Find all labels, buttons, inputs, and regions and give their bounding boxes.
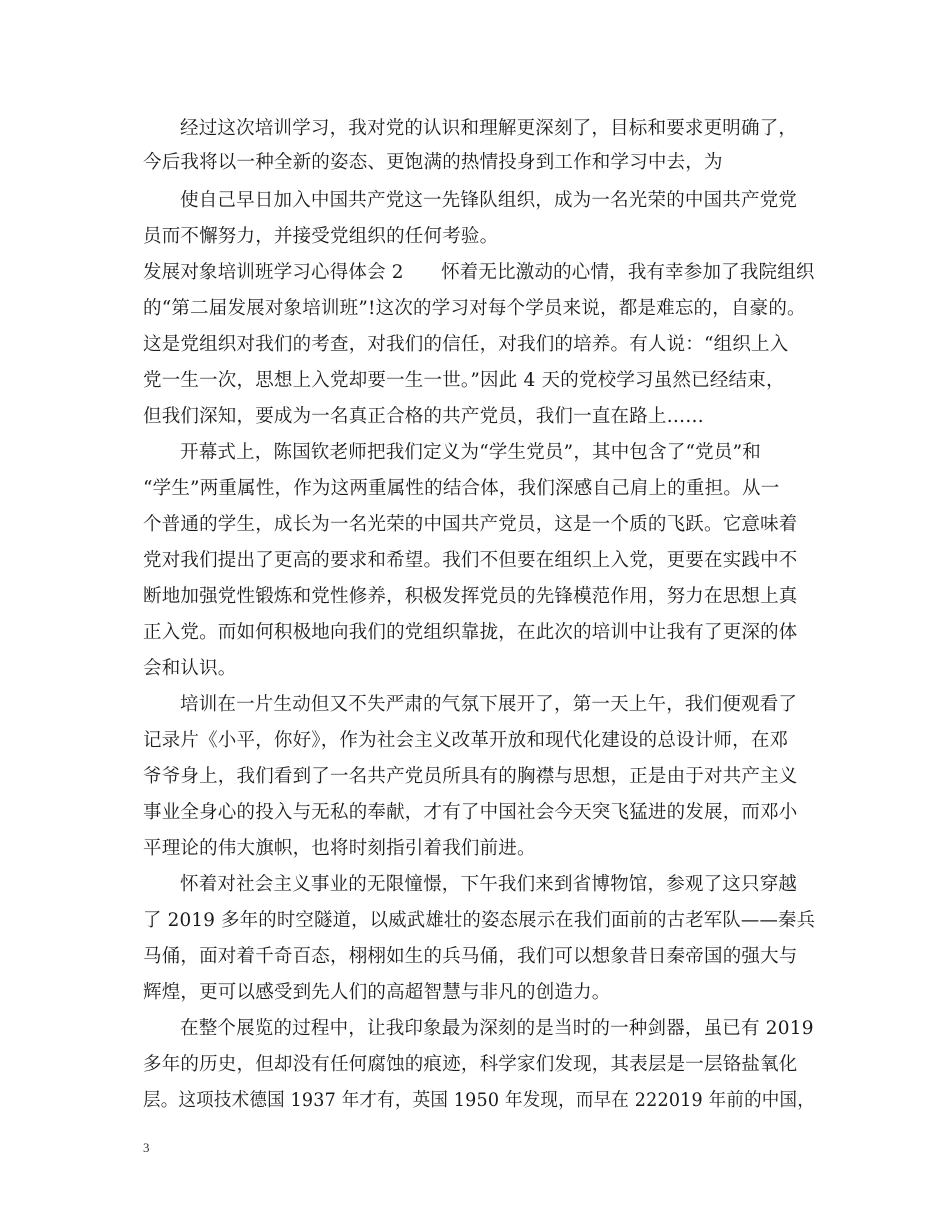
text-line-4: 员而不懈努力，并接受党组织的任何考验。 [143,226,499,247]
text-line-20: 事业全身心的投入与无私的奉献，才有了中国社会今天突飞猛进的发展，而邓小 [143,802,798,823]
section-title-line: 发展对象培训班学习心得体会 2 怀着无比激动的心情，我有幸参加了我院组织 [143,262,815,283]
text-line-23: 了 2019 多年的时空隧道，以威武雄壮的姿态展示在我们面前的古老军队——秦兵 [143,910,816,931]
text-line-15: 正入党。而如何积极地向我们的党组织靠拢，在此次的培训中让我有了更深的体 [143,622,798,643]
text-line-28: 层。这项技术德国 1937 年才有，英国 1950 年发现，而早在 222019 年前的中国， [143,1090,815,1111]
text-line-13: 党对我们提出了更高的要求和希望。我们不但要在组织上入党，更要在实践中不 [143,550,798,571]
text-line-17: 培训在一片生动但又不失严肃的气氛下展开了，第一天上午，我们便观看了 [180,694,798,715]
text-line-11: “学生”两重属性，作为这两重属性的结合体，我们深感自己肩上的重担。从一 [143,478,780,499]
text-line-24: 马俑，面对着千奇百态，栩栩如生的兵马俑，我们可以想象昔日秦帝国的强大与 [143,946,798,967]
text-line-22: 怀着对社会主义事业的无限憧憬，下午我们来到省博物馆，参观了这只穿越 [180,874,798,895]
text-line-1: 经过这次培训学习，我对党的认识和理解更深刻了，目标和要求更明确了， [180,118,798,139]
text-line-10: 开幕式上，陈国钦老师把我们定义为“学生党员”，其中包含了“党员”和 [180,442,761,463]
text-line-14: 断地加强党性锻炼和党性修养，积极发挥党员的先锋模范作用，努力在思想上真 [143,586,798,607]
text-line-25: 辉煌，更可以感受到先人们的高超智慧与非凡的创造力。 [143,982,611,1003]
text-line-2: 今后我将以一种全新的姿态、更饱满的热情投身到工作和学习中去，为 [143,152,723,173]
text-line-9: 但我们深知，要成为一名真正合格的共产党员，我们一直在路上…… [143,406,705,427]
text-line-7: 这是党组织对我们的考查，对我们的信任，对我们的培养。有人说：“组织上入 [143,334,789,355]
text-line-16: 会和认识。 [143,658,237,679]
text-line-12: 个普通的学生，成长为一名光荣的中国共产党员，这是一个质的飞跃。它意味着 [143,514,798,535]
text-line-3: 使自己早日加入中国共产党这一先锋队组织，成为一名光荣的中国共产党党 [180,190,798,211]
text-line-8: 党一生一次，思想上入党却要一生一世。”因此 4 天的党校学习虽然已经结束， [143,370,785,391]
text-line-19: 爷爷身上，我们看到了一名共产党员所具有的胸襟与思想，正是由于对共产主义 [143,766,798,787]
text-line-6: 的“第二届发展对象培训班”!这次的学习对每个学员来说，都是难忘的，自豪的。 [143,298,806,319]
text-line-26: 在整个展览的过程中，让我印象最为深刻的是当时的一种剑器，虽已有 2019 [180,1018,814,1039]
text-line-21: 平理论的伟大旗帜，也将时刻指引着我们前进。 [143,838,536,859]
page-number: 3 [143,1140,150,1155]
text-line-18: 记录片《小平，你好》，作为社会主义改革开放和现代化建设的总设计师，在邓 [143,730,789,751]
text-line-27: 多年的历史，但却没有任何腐蚀的痕迹，科学家们发现，其表层是一层铬盐氧化 [143,1054,798,1075]
